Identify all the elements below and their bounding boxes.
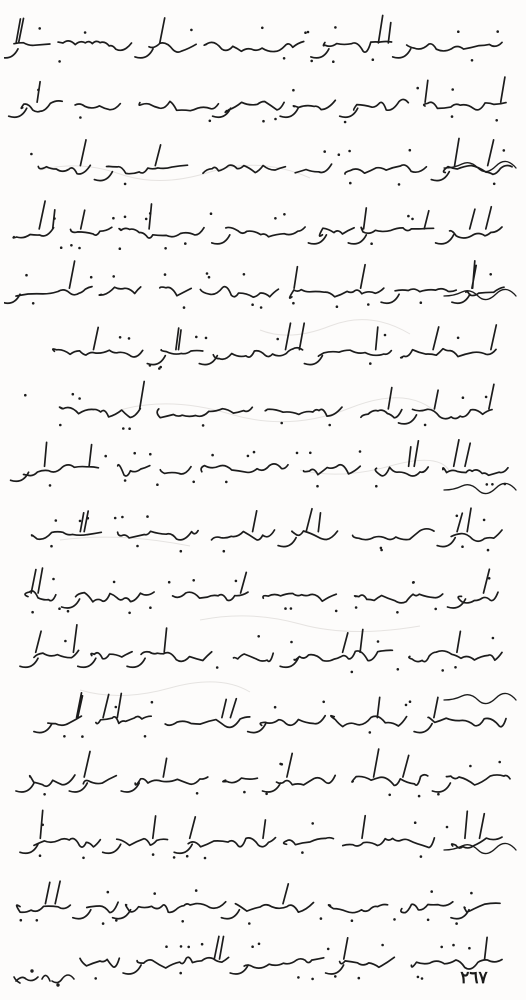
nuqta-dot	[274, 118, 277, 121]
nuqta-dot	[122, 427, 125, 430]
nuqta-dot	[115, 919, 118, 922]
nuqta-dot	[446, 826, 449, 829]
nuqta-dot	[359, 450, 362, 453]
nuqta-dot	[165, 945, 168, 948]
nuqta-dot	[381, 944, 384, 947]
nuqta-dot	[206, 272, 209, 275]
nuqta-dot	[456, 515, 459, 518]
handwriting-strokes	[4, 560, 522, 620]
nuqta-dot	[136, 545, 139, 548]
nuqta-dot	[485, 396, 488, 399]
nuqta-dot	[370, 242, 373, 245]
nuqta-dot	[257, 635, 260, 638]
nuqta-dot	[349, 182, 352, 185]
nuqta-dot	[156, 483, 159, 486]
nuqta-dot	[358, 977, 361, 980]
nuqta-dot	[495, 119, 498, 122]
nuqta-dot	[43, 793, 46, 796]
nuqta-dot	[158, 367, 161, 370]
marginal-note	[440, 148, 520, 178]
nuqta-dot	[24, 394, 27, 397]
nuqta-dot	[81, 735, 84, 738]
nuqta-dot	[351, 671, 354, 674]
nuqta-dot	[260, 306, 263, 309]
nuqta-dot	[180, 945, 183, 948]
nuqta-dot	[112, 275, 115, 278]
manuscript-line	[4, 746, 522, 806]
ink-stroke	[17, 881, 500, 919]
nuqta-dot	[63, 735, 66, 738]
nuqta-dot	[461, 545, 464, 548]
nuqta-dot	[192, 579, 195, 582]
nuqta-dot	[202, 424, 205, 427]
nuqta-dot	[164, 273, 167, 276]
nuqta-dot	[37, 89, 40, 92]
nuqta-dot	[60, 246, 63, 249]
nuqta-dot	[455, 922, 458, 925]
nuqta-dot	[375, 485, 378, 488]
nuqta-dot	[372, 58, 375, 61]
nuqta-dot	[113, 581, 116, 584]
ink-stroke	[9, 77, 506, 117]
manuscript-line	[4, 378, 522, 438]
nuqta-dot	[393, 918, 396, 921]
nuqta-dot	[58, 60, 61, 63]
marginal-note	[440, 470, 520, 500]
nuqta-dot	[334, 975, 337, 978]
nuqta-dot	[309, 452, 312, 455]
nuqta-dot	[180, 550, 183, 553]
nuqta-dot	[258, 943, 261, 946]
nuqta-dot	[440, 946, 443, 949]
nuqta-dot	[205, 337, 208, 340]
handwriting-strokes	[4, 620, 522, 680]
handwriting-strokes	[4, 72, 522, 132]
nuqta-dot	[151, 701, 154, 704]
nuqta-dot	[225, 481, 228, 484]
nuqta-dot	[235, 580, 238, 583]
nuqta-dot	[323, 150, 326, 153]
nuqta-dot	[41, 824, 44, 827]
marginal-note	[440, 680, 520, 710]
nuqta-dot	[50, 545, 53, 548]
ink-stroke	[4, 261, 504, 303]
manuscript-line	[4, 560, 522, 620]
nuqta-dot	[452, 944, 455, 947]
nuqta-dot	[64, 640, 67, 643]
nuqta-dot	[398, 183, 401, 186]
marginal-note	[440, 276, 520, 306]
nuqta-dot	[311, 978, 314, 981]
nuqta-dot	[457, 30, 460, 33]
nuqta-dot	[274, 706, 277, 709]
nuqta-dot	[210, 212, 213, 215]
nuqta-dot	[457, 337, 460, 340]
nuqta-dot	[488, 577, 491, 580]
nuqta-dot	[124, 216, 127, 219]
nuqta-dot	[327, 948, 330, 951]
nuqta-dot	[78, 397, 81, 400]
nuqta-dot	[179, 972, 182, 975]
nuqta-dot	[153, 892, 156, 895]
nuqta-dot	[195, 336, 198, 339]
nuqta-dot	[49, 484, 52, 487]
nuqta-dot	[296, 452, 299, 455]
nuqta-dot	[292, 89, 295, 92]
nuqta-dot	[107, 891, 110, 894]
nuqta-dot	[396, 611, 399, 614]
nuqta-dot	[384, 334, 387, 337]
nuqta-dot	[283, 213, 286, 216]
nuqta-dot	[211, 454, 214, 457]
nuqta-dot	[322, 701, 325, 704]
nuqta-dot	[316, 485, 319, 488]
nuqta-dot	[276, 338, 279, 341]
nuqta-dot	[348, 150, 351, 153]
manuscript-line	[4, 12, 522, 72]
nuqta-dot	[483, 519, 486, 522]
manuscript-line	[4, 196, 522, 256]
nuqta-dot	[290, 641, 293, 644]
nuqta-dot	[128, 427, 131, 430]
nuqta-dot	[192, 481, 195, 484]
nuqta-dot	[380, 549, 383, 552]
nuqta-dot	[310, 60, 313, 63]
nuqta-dot	[186, 855, 189, 858]
nuqta-dot	[420, 855, 423, 858]
nuqta-dot	[468, 947, 471, 950]
nuqta-dot	[78, 247, 81, 250]
nuqta-dot	[36, 919, 39, 922]
nuqta-dot	[409, 149, 412, 152]
nuqta-dot	[190, 29, 193, 32]
nuqta-dot	[434, 608, 437, 611]
nuqta-dot	[492, 637, 495, 640]
nuqta-dot	[55, 519, 58, 522]
nuqta-dot	[369, 362, 372, 365]
nuqta-dot	[114, 517, 117, 520]
nuqta-dot	[414, 821, 417, 824]
nuqta-dot	[152, 853, 155, 856]
nuqta-dot	[388, 794, 391, 797]
nuqta-dot	[25, 274, 28, 277]
nuqta-dot	[421, 977, 424, 980]
nuqta-dot	[304, 31, 307, 34]
nuqta-dot	[355, 606, 358, 609]
handwriting-strokes	[4, 196, 522, 256]
nuqta-dot	[311, 822, 314, 825]
handwriting-strokes	[4, 870, 522, 930]
nuqta-dot	[90, 276, 93, 279]
nuqta-dot	[201, 943, 204, 946]
ink-stroke	[32, 508, 502, 546]
ink-stroke	[20, 810, 502, 853]
nuqta-dot	[265, 793, 268, 796]
handwriting-strokes	[4, 12, 522, 72]
nuqta-dot	[173, 856, 176, 859]
nuqta-dot	[462, 396, 465, 399]
nuqta-dot	[411, 218, 414, 221]
manuscript-line	[4, 318, 522, 378]
nuqta-dot	[59, 424, 62, 427]
ink-stroke	[16, 749, 510, 792]
nuqta-dot	[301, 851, 304, 854]
nuqta-dot	[427, 919, 430, 922]
nuqta-dot	[164, 247, 167, 250]
nuqta-dot	[397, 668, 400, 671]
nuqta-dot	[149, 212, 152, 215]
nuqta-dot	[124, 479, 127, 482]
nuqta-dot	[149, 606, 152, 609]
nuqta-dot	[424, 424, 427, 427]
nuqta-dot	[335, 610, 338, 613]
ink-stroke	[34, 693, 506, 733]
nuqta-dot	[20, 919, 23, 922]
manuscript-line	[4, 620, 522, 680]
nuqta-dot	[369, 731, 372, 734]
nuqta-dot	[82, 857, 85, 860]
marginal-note	[440, 830, 520, 860]
nuqta-dot	[187, 946, 190, 949]
nuqta-dot	[334, 26, 337, 29]
nuqta-dot	[412, 581, 415, 584]
nuqta-dot	[420, 301, 423, 304]
nuqta-dot	[112, 217, 115, 220]
nuqta-dot	[487, 549, 490, 552]
nuqta-dot	[181, 920, 184, 923]
nuqta-dot	[418, 795, 421, 798]
nuqta-dot	[204, 857, 207, 860]
nuqta-dot	[149, 364, 152, 367]
nuqta-dot	[454, 666, 457, 669]
nuqta-dot	[104, 455, 107, 458]
nuqta-dot	[281, 763, 284, 766]
ink-stroke	[60, 382, 494, 424]
nuqta-dot	[32, 302, 35, 305]
nuqta-dot	[70, 244, 73, 247]
nuqta-dot	[223, 550, 226, 553]
nuqta-dot	[183, 306, 186, 309]
nuqta-dot	[168, 581, 171, 584]
ink-stroke	[13, 201, 502, 244]
nuqta-dot	[407, 215, 410, 218]
nuqta-dot	[72, 393, 75, 396]
nuqta-dot	[498, 761, 501, 764]
nuqta-dot	[243, 273, 246, 276]
nuqta-dot	[149, 453, 152, 456]
nuqta-dot	[84, 31, 87, 34]
nuqta-dot	[30, 153, 33, 156]
nuqta-dot	[216, 666, 219, 669]
ink-stroke	[53, 323, 496, 364]
nuqta-dot	[290, 607, 293, 610]
nuqta-dot	[292, 302, 295, 305]
nuqta-dot	[451, 115, 454, 118]
nuqta-dot	[94, 977, 97, 980]
nuqta-dot	[243, 791, 246, 794]
nuqta-dot	[124, 183, 127, 186]
nuqta-dot	[297, 976, 300, 979]
manuscript-line	[4, 72, 522, 132]
nuqta-dot	[38, 27, 41, 30]
nuqta-dot	[367, 303, 370, 306]
nuqta-dot	[128, 337, 131, 340]
nuqta-dot	[53, 217, 56, 220]
nuqta-dot	[253, 451, 256, 454]
nuqta-dot	[133, 452, 136, 455]
nuqta-dot	[262, 120, 265, 123]
handwriting-strokes	[4, 498, 522, 558]
ink-stroke	[11, 440, 508, 482]
nuqta-dot	[441, 669, 444, 672]
nuqta-dot	[39, 854, 42, 857]
nuqta-dot	[283, 57, 286, 60]
nuqta-dot	[209, 120, 212, 123]
nuqta-dot	[332, 60, 335, 63]
nuqta-dot	[251, 303, 254, 306]
nuqta-dot	[79, 520, 82, 523]
nuqta-dot	[119, 247, 122, 250]
ink-stroke	[4, 16, 502, 58]
handwriting-strokes	[4, 378, 522, 438]
nuqta-dot	[351, 919, 354, 922]
nuqta-dot	[409, 700, 412, 703]
catchword-signature-icon	[10, 965, 80, 989]
nuqta-dot	[144, 735, 147, 738]
nuqta-dot	[328, 424, 331, 427]
nuqta-dot	[128, 612, 131, 615]
nuqta-dot	[251, 945, 254, 948]
nuqta-dot	[430, 890, 433, 893]
nuqta-dot	[496, 30, 499, 33]
nuqta-dot	[115, 706, 118, 709]
nuqta-dot	[195, 889, 198, 892]
nuqta-dot	[307, 31, 310, 34]
nuqta-dot	[284, 607, 287, 610]
nuqta-dot	[471, 59, 474, 62]
nuqta-dot	[87, 517, 90, 520]
nuqta-dot	[437, 793, 440, 796]
ink-stroke	[20, 625, 502, 668]
nuqta-dot	[102, 922, 105, 925]
nuqta-dot	[320, 917, 323, 920]
nuqta-dot	[405, 704, 408, 707]
nuqta-dot	[31, 611, 34, 614]
nuqta-dot	[184, 242, 187, 245]
page-number: ٢٦٧	[460, 968, 488, 988]
nuqta-dot	[416, 87, 419, 90]
nuqta-dot	[52, 578, 55, 581]
nuqta-dot	[58, 607, 61, 610]
manuscript-line	[4, 870, 522, 930]
nuqta-dot	[145, 218, 148, 221]
manuscript-line	[4, 498, 522, 558]
nuqta-dot	[119, 336, 122, 339]
nuqta-dot	[146, 515, 149, 518]
nuqta-dot	[274, 217, 277, 220]
nuqta-dot	[280, 422, 283, 425]
nuqta-dot	[196, 792, 199, 795]
handwriting-strokes	[4, 746, 522, 806]
nuqta-dot	[247, 455, 250, 458]
nuqta-dot	[67, 610, 70, 613]
nuqta-dot	[338, 153, 341, 156]
nuqta-dot	[451, 88, 454, 91]
nuqta-dot	[208, 276, 211, 279]
nuqta-dot	[377, 640, 380, 643]
nuqta-dot	[261, 27, 264, 30]
nuqta-dot	[79, 116, 82, 119]
nuqta-dot	[493, 183, 496, 186]
nuqta-dot	[470, 892, 473, 895]
nuqta-dot	[336, 305, 339, 308]
nuqta-dot	[248, 922, 251, 925]
ink-stroke	[25, 568, 498, 608]
nuqta-dot	[344, 121, 347, 124]
nuqta-dot	[469, 765, 472, 768]
handwriting-strokes	[4, 318, 522, 378]
nuqta-dot	[417, 976, 420, 979]
nuqta-dot	[121, 516, 124, 519]
